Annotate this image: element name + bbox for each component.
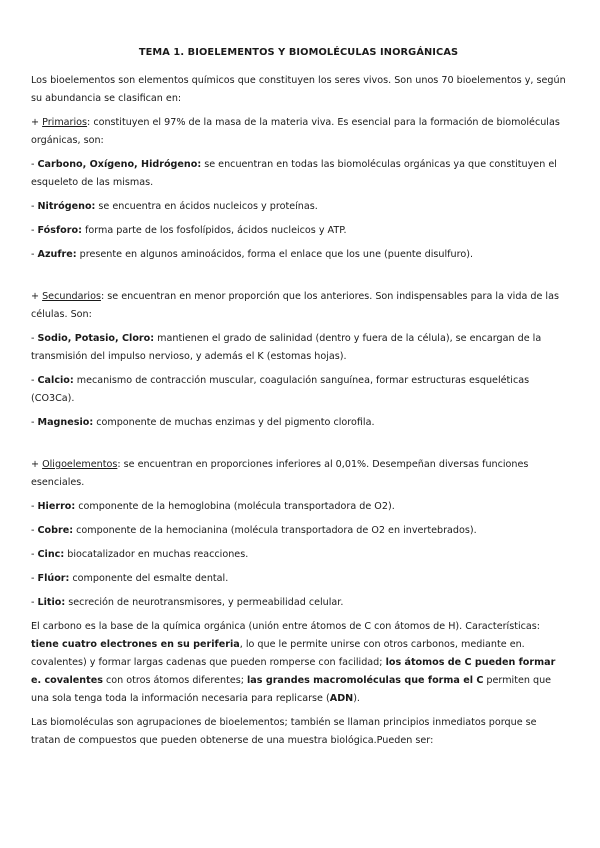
secundarios-heading: + Secundarios: se encuentran en menor proporción que los anteriores. Son indispensables para la vida de las células. Son: <box>31 291 559 320</box>
list-item: - Carbono, Oxígeno, Hidrógeno: se encuentran en todas las biomoléculas orgánicas ya que constituyen el esqueleto de las mismas. <box>31 159 557 188</box>
list-item: - Flúor: componente del esmalte dental. <box>31 573 229 584</box>
list-item: - Fósforo: forma parte de los fosfolípidos, ácidos nucleicos y ATP. <box>31 225 347 236</box>
list-item: - Hierro: componente de la hemoglobina (molécula transportadora de O2). <box>31 501 395 512</box>
list-item: - Azufre: presente en algunos aminoácidos, forma el enlace que los une (puente disulfuro). <box>31 249 473 260</box>
list-item: - Litio: secreción de neurotransmisores, y permeabilidad celular. <box>31 597 344 608</box>
list-item: - Sodio, Potasio, Cloro: mantienen el grado de salinidad (dentro y fuera de la célula), se encargan de la transmisión del impulso nervioso, y además el K (estomas hojas). <box>31 333 542 362</box>
oligoelementos-heading: + Oligoelementos: se encuentran en proporciones inferiores al 0,01%. Desempeñan diversas funciones esenciales. <box>31 459 529 488</box>
carbono-paragraph: El carbono es la base de la química orgánica (unión entre átomos de C con átomos de H). Características: tiene cuatro electrones en su periferia, lo que le permite unirse con otros carbonos, mediante en. covalentes) y formar largas cadenas que pueden romperse con facilidad; los átomos de C pueden formar e. covalentes con otros átomos diferentes; las grandes macromoléculas que forma el C permiten que una sola tenga toda la información necesaria para replicarse (ADN). <box>31 621 556 704</box>
oligoelementos-label: Oligoelementos <box>42 459 118 470</box>
primarios-heading: + Primarios: constituyen el 97% de la masa de la materia viva. Es esencial para la formación de biomoléculas orgánicas, son: <box>31 117 560 146</box>
list-item: - Calcio: mecanismo de contracción muscular, coagulación sanguínea, formar estructuras esqueléticas (CO3Ca). <box>31 375 530 404</box>
section-gap <box>31 438 566 456</box>
biomoleculas-paragraph: Las biomoléculas son agrupaciones de bioelementos; también se llaman principios inmediatos porque se tratan de compuestos que pueden obtenerse de una muestra biológica.Pueden ser: <box>31 717 537 746</box>
primarios-label: Primarios <box>42 117 88 128</box>
page-title: TEMA 1. BIOELEMENTOS Y BIOMOLÉCULAS INORGÁNICAS <box>138 47 459 58</box>
list-item: - Nitrógeno: se encuentra en ácidos nucleicos y proteínas. <box>31 201 318 212</box>
intro-paragraph: Los bioelementos son elementos químicos que constituyen los seres vivos. Son unos 70 bioelementos y, según su abundancia se clasifican en: <box>31 75 566 104</box>
list-item: - Cinc: biocatalizador en muchas reacciones. <box>31 549 249 560</box>
list-item: - Cobre: componente de la hemocianina (molécula transportadora de O2 en invertebrados). <box>31 525 477 536</box>
secundarios-label: Secundarios <box>42 291 101 302</box>
section-gap <box>31 270 566 288</box>
list-item: - Magnesio: componente de muchas enzimas y del pigmento clorofila. <box>31 417 375 428</box>
